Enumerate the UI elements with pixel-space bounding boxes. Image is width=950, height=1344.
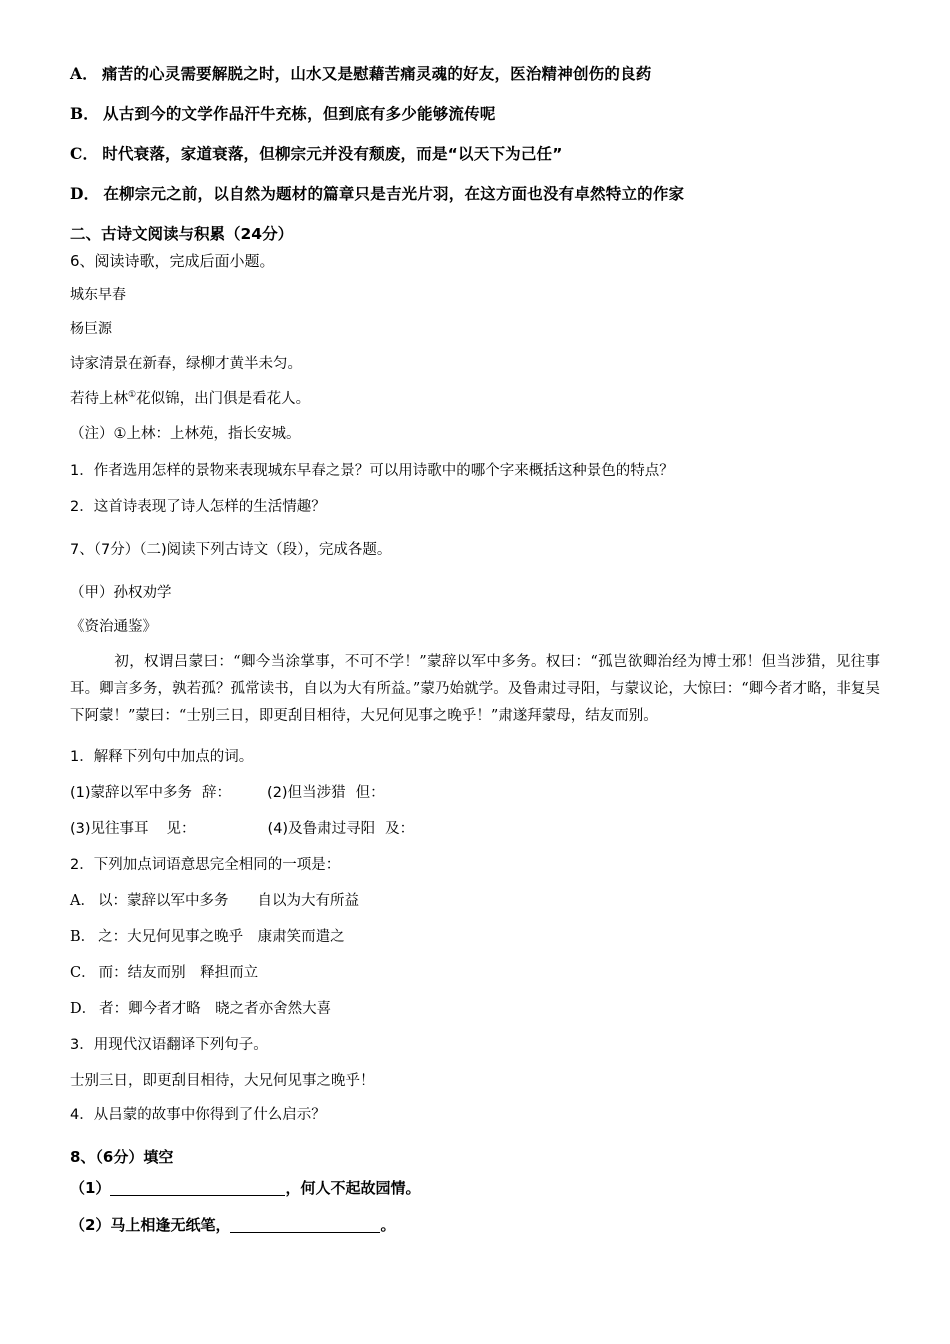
poem-line-2-post: 花似锦，出门俱是看花人。 bbox=[136, 391, 311, 407]
poem-author: 杨巨源 bbox=[70, 321, 112, 337]
question-8-item-1 bbox=[70, 1177, 880, 1198]
option-c-label: C． bbox=[70, 144, 99, 163]
poem-title: 城东早春 bbox=[70, 287, 126, 303]
poem-line-2 bbox=[70, 387, 880, 408]
option-d-text: 在柳宗元之前，以自然为题材的篇章只是吉光片羽，在这方面也没有卓然特立的作家 bbox=[103, 185, 685, 203]
sub1-item4-text: 及鲁肃过寻阳 bbox=[288, 821, 376, 838]
option-b-label: B． bbox=[70, 104, 100, 123]
question-7-sub-1: 1．解释下列句中加点的词。 bbox=[70, 749, 254, 766]
sub1-item3-text: 见往事耳 bbox=[90, 821, 149, 838]
item1-post: ，何人不起故园情。 bbox=[285, 1179, 421, 1198]
sub1-item1-ask: 辞： bbox=[202, 785, 232, 802]
poem-footnote-marker: ① bbox=[128, 390, 137, 401]
choice-c-text: 而：结友而别 释担而立 bbox=[98, 965, 259, 982]
poem-line-1: 诗家清景在新春，绿柳才黄半未匀。 bbox=[70, 356, 302, 372]
passage-text: 初，权谓吕蒙曰：“卿今当涂掌事，不可不学！”蒙辞以军中多务。权曰：“孤岂欲卿治经为博士邪！但当涉猎，见往事耳。卿言多务，孰若孤？孤常读书，自以为大有所益。”蒙乃始就学。及鲁肃过寻阳，与蒙议论，大惊曰：“卿今者才略，非复吴下阿蒙！”蒙曰：“士别三日，即更刮目相待，大兄何见事之晚乎！”肃遂拜蒙母，结友而别。 bbox=[70, 654, 880, 724]
sub1-item4-num: (4) bbox=[267, 821, 289, 838]
choice-a-text: 以：蒙辞以军中多务 自以为大有所益 bbox=[97, 893, 359, 910]
choice-d-text: 者：卿今者才略 晓之者亦舍然大喜 bbox=[99, 1001, 332, 1018]
option-d bbox=[70, 182, 880, 204]
sub1-item2-text: 但当涉猎 bbox=[287, 785, 346, 802]
item1-pre: （1） bbox=[70, 1179, 111, 1198]
option-a bbox=[70, 62, 880, 84]
question-6-sub-1: 1．作者选用怎样的景物来表现城东早春之景？可以用诗歌中的哪个字来概括这种景色的特点？ bbox=[70, 463, 674, 479]
sub1-item3-ask: 见： bbox=[166, 821, 196, 838]
question-8-stem: 8、（6分）填空 bbox=[70, 1148, 174, 1167]
item2-post: 。 bbox=[380, 1216, 396, 1235]
option-c bbox=[70, 142, 880, 164]
question-7-sub-1-row-2 bbox=[70, 817, 880, 838]
choice-b-label: B． bbox=[70, 929, 96, 946]
choice-d-label: D． bbox=[70, 1001, 97, 1018]
question-7-choice-a bbox=[70, 889, 880, 910]
question-7-sub-3: 3．用现代汉语翻译下列句子。 bbox=[70, 1037, 268, 1054]
question-6-sub-2: 2．这首诗表现了诗人怎样的生活情趣？ bbox=[70, 499, 326, 515]
option-a-label: A． bbox=[70, 64, 98, 83]
question-7-choice-c bbox=[70, 961, 880, 982]
option-d-label: D． bbox=[70, 184, 100, 203]
question-7-sub-2: 2．下列加点词语意思完全相同的一项是： bbox=[70, 857, 341, 874]
sub1-item1-num: (1) bbox=[70, 785, 91, 802]
item2-pre: （2）马上相逢无纸笔， bbox=[70, 1216, 231, 1235]
sub1-item1-text: 蒙辞以军中多务 bbox=[90, 785, 193, 802]
question-7-choice-b bbox=[70, 925, 880, 946]
answer-blank-1[interactable] bbox=[110, 1195, 285, 1196]
question-7-source-a: （甲）孙权劝学 bbox=[70, 585, 172, 601]
sub1-item2-num: (2) bbox=[267, 785, 288, 802]
sub1-item4-ask: 及： bbox=[385, 821, 415, 838]
poem-annotation: （注）①上林：上林苑，指长安城。 bbox=[70, 426, 301, 442]
question-7-choice-d bbox=[70, 997, 880, 1018]
question-7-stem: 7、（7分）（二)阅读下列古诗文（段），完成各题。 bbox=[70, 542, 392, 558]
sub1-item3-num: (3) bbox=[70, 821, 91, 838]
question-8-item-2 bbox=[70, 1214, 880, 1235]
choice-c-label: C． bbox=[70, 965, 96, 982]
choice-a-label: A． bbox=[70, 893, 95, 910]
option-a-text: 痛苦的心灵需要解脱之时，山水又是慰藉苦痛灵魂的好友，医治精神创伤的良药 bbox=[101, 65, 652, 83]
question-7-sub-3-sentence: 士别三日，即更刮目相待，大兄何见事之晚乎！ bbox=[70, 1073, 375, 1090]
question-7-passage bbox=[70, 649, 880, 729]
option-b-text: 从古到今的文学作品汗牛充栋，但到底有多少能够流传呢 bbox=[103, 105, 496, 123]
section-title: 二、古诗文阅读与积累（24分） bbox=[70, 225, 294, 243]
choice-b-text: 之：大兄何见事之晚乎 康肃笑而遣之 bbox=[98, 929, 345, 946]
question-7-source-book: 《资治通鉴》 bbox=[70, 619, 157, 635]
question-7-sub-1-row-1 bbox=[70, 781, 880, 802]
poem-line-2-pre: 若待上林 bbox=[70, 391, 128, 407]
question-7-sub-4: 4．从吕蒙的故事中你得到了什么启示？ bbox=[70, 1107, 326, 1124]
sub1-item2-ask: 但： bbox=[355, 785, 385, 802]
option-b bbox=[70, 102, 880, 124]
option-c-text: 时代衰落，家道衰落，但柳宗元并没有颓废，而是“以天下为己任” bbox=[102, 145, 563, 163]
question-6-stem: 6、阅读诗歌，完成后面小题。 bbox=[70, 252, 275, 270]
answer-blank-2[interactable] bbox=[230, 1232, 380, 1233]
